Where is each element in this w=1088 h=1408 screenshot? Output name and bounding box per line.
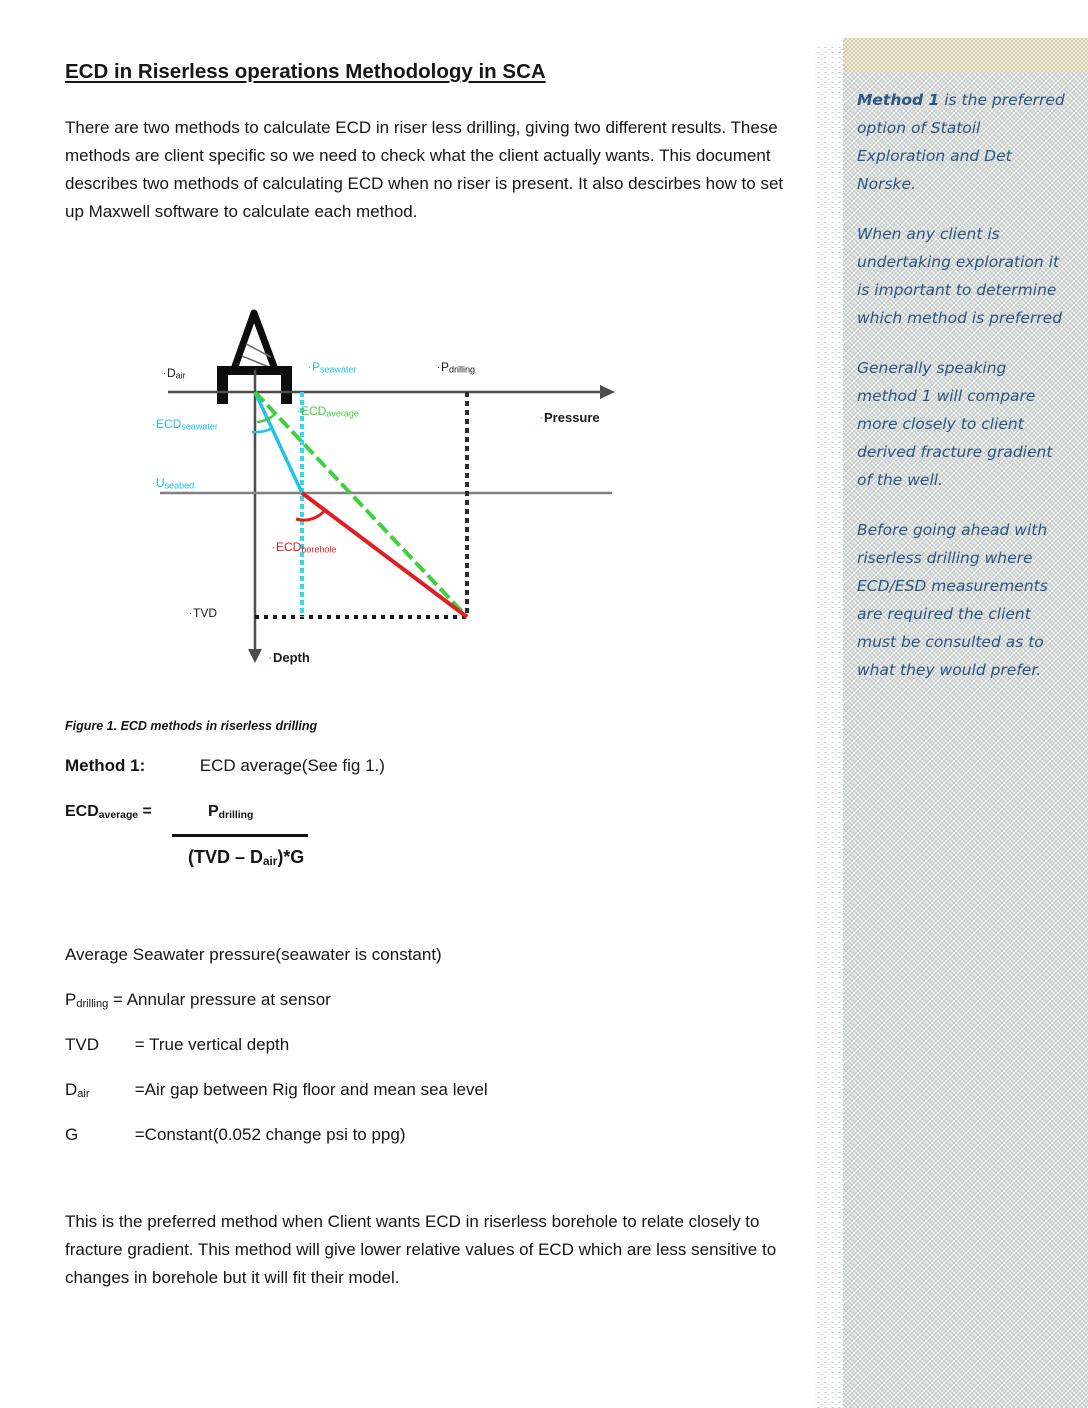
formula-fraction-bar [172, 834, 308, 837]
sidebar-paragraph-1: Method 1 is the preferred option of Statoil Exploration and Det Norske. [857, 91, 1065, 193]
sidebar-paragraph-3: Generally speaking method 1 will compare more closely to client derived fracture gradient of the well. [857, 359, 1053, 489]
ecd-average-line [255, 392, 467, 617]
sidebar-paragraph-4: Before going ahead with riserless drilling where ECD/ESD measurements are required the client must be consulted as to what they would prefer. [857, 521, 1048, 679]
figure-caption: Figure 1. ECD methods in riserless drilling [65, 719, 318, 733]
formula-lhs: ECDaverage = [65, 803, 152, 821]
label-u-seabed: ·Useabed [152, 476, 195, 491]
sidebar-lead: Method 1 [857, 91, 940, 109]
diagram-canvas [0, 300, 700, 680]
formula-numerator: Pdrilling [208, 803, 254, 821]
ecd-seawater-line [255, 392, 302, 493]
pressure-axis [168, 385, 615, 399]
label-ecd-average: ·ECDaverage [297, 404, 359, 419]
method1-row [65, 756, 665, 776]
figure-diagram [0, 300, 700, 680]
depth-axis [248, 370, 262, 663]
sidebar-paragraph-2: When any client is undertaking exploration it is important to determine which method is preferred [857, 225, 1063, 327]
definition-avg-seawater: Average Seawater pressure(seawater is constant) [65, 945, 442, 964]
definition-d-air: Dair =Air gap between Rig floor and mean sea level [65, 1080, 488, 1100]
label-p-drilling: ·Pdrilling [437, 360, 476, 375]
label-pressure-axis: ·Pressure [540, 410, 600, 425]
method1-heading: Method 1: [65, 756, 146, 775]
label-p-seawater: ·Pseawater [308, 360, 357, 375]
sidebar-note [857, 86, 1069, 706]
closing-paragraph: This is the preferred method when Client wants ECD in riserless borehole to relate closely to fracture gradient. This method will give lower relative values of ECD which are less sensitive to changes in borehole but it will fit their model. [65, 1212, 777, 1287]
label-ecd-seawater: ·ECDseawater [152, 417, 218, 432]
method1-text: ECD average(See fig 1.) [199, 756, 385, 775]
definition-tvd: TVD = True vertical depth [65, 1035, 290, 1054]
label-d-air: ·Dair [163, 366, 186, 381]
label-ecd-borehole: ·ECDborehole [272, 540, 337, 555]
formula-denominator: (TVD – Dair)*G [188, 847, 305, 869]
definition-p-drilling: Pdrilling = Annular pressure at sensor [65, 990, 331, 1010]
intro-paragraph: There are two methods to calculate ECD in riser less drilling, giving two different results. These methods are client specific so we need to check what the client actually wants. This document describes two methods of calculating ECD when no riser is present. It also descirbes how to set up Maxwell software to calculate each method. [65, 118, 784, 221]
page-title: ECD in Riserless operations Methodology in SCA [65, 60, 546, 83]
label-depth-axis: ·Depth [269, 650, 310, 665]
definition-g-constant: G =Constant(0.052 change psi to ppg) [65, 1125, 406, 1144]
label-tvd: ·TVD [189, 606, 217, 620]
sidebar-pattern-edge-strip [815, 45, 843, 1408]
sidebar-pattern-top-band [843, 38, 1088, 72]
ecd-borehole-line [302, 493, 467, 617]
